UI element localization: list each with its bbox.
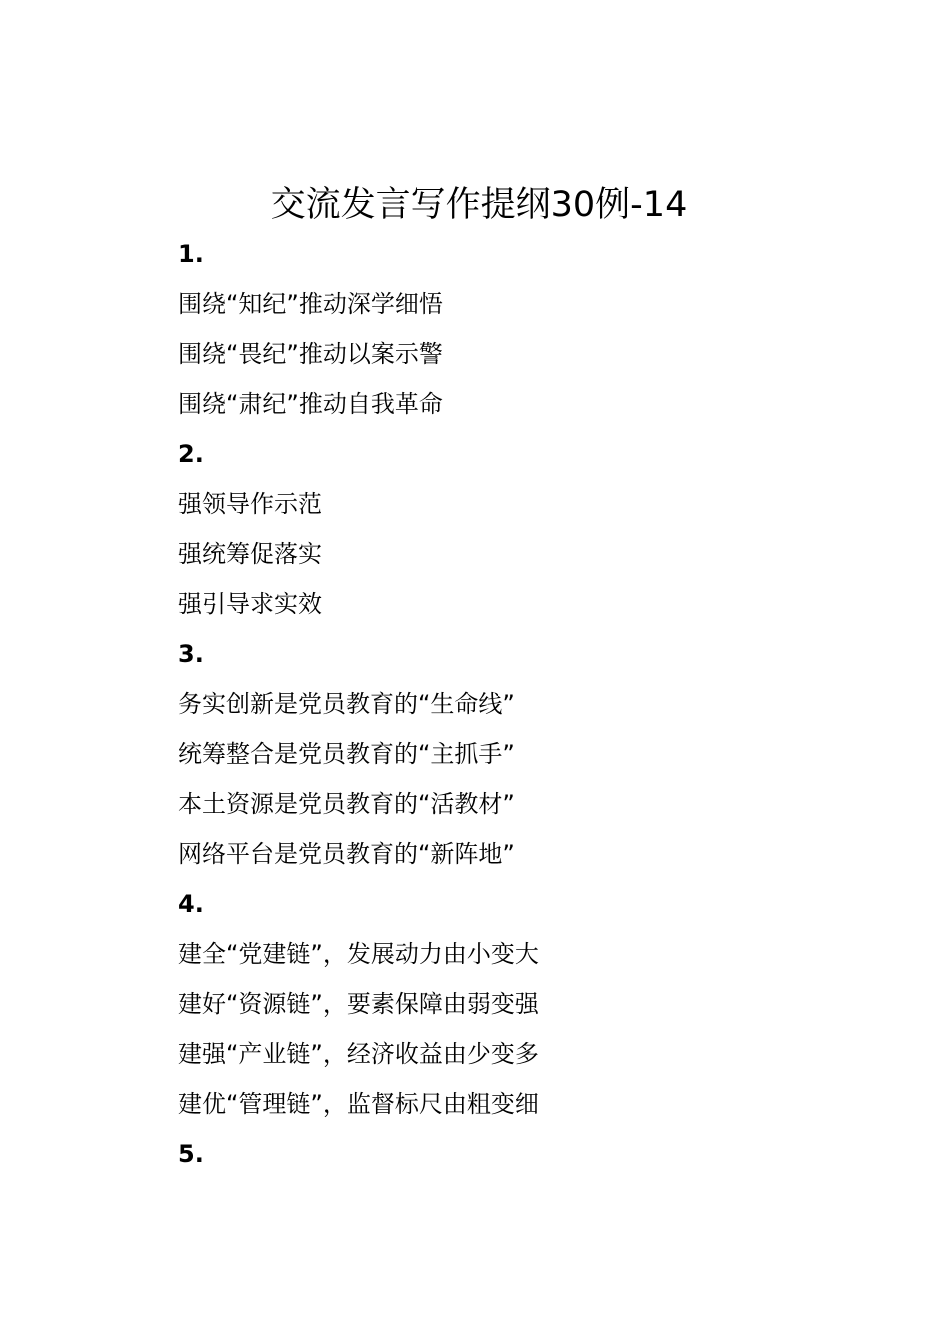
outline-line: 建强“产业链”，经济收益由少变多 — [178, 1040, 539, 1068]
section-number: 3. — [178, 640, 204, 668]
outline-line: 强领导作示范 — [178, 490, 322, 518]
outline-line: 网络平台是党员教育的“新阵地” — [178, 840, 515, 868]
outline-line: 建优“管理链”，监督标尺由粗变细 — [178, 1090, 539, 1118]
outline-line: 围绕“知纪”推动深学细悟 — [178, 290, 443, 318]
outline-line: 本土资源是党员教育的“活教材” — [178, 790, 515, 818]
outline-line: 建好“资源链”，要素保障由弱变强 — [178, 990, 539, 1018]
outline-line: 务实创新是党员教育的“生命线” — [178, 690, 515, 718]
outline-section-5 — [178, 1138, 878, 1170]
outline-line: 统筹整合是党员教育的“主抓手” — [178, 740, 515, 768]
outline-section-2 — [178, 438, 878, 620]
outline-line: 建全“党建链”，发展动力由小变大 — [178, 940, 539, 968]
outline-section-4 — [178, 888, 878, 1120]
section-number: 5. — [178, 1140, 204, 1168]
section-number: 1. — [178, 240, 204, 268]
outline-line: 强统筹促落实 — [178, 540, 322, 568]
document-body — [178, 238, 878, 1188]
section-number: 2. — [178, 440, 204, 468]
document-title: 交流发言写作提纲30例-14 — [270, 185, 688, 225]
outline-section-1 — [178, 238, 878, 420]
outline-section-3 — [178, 638, 878, 870]
outline-line: 围绕“畏纪”推动以案示警 — [178, 340, 443, 368]
section-number: 4. — [178, 890, 204, 918]
outline-line: 围绕“肃纪”推动自我革命 — [178, 390, 443, 418]
outline-line: 强引导求实效 — [178, 590, 322, 618]
